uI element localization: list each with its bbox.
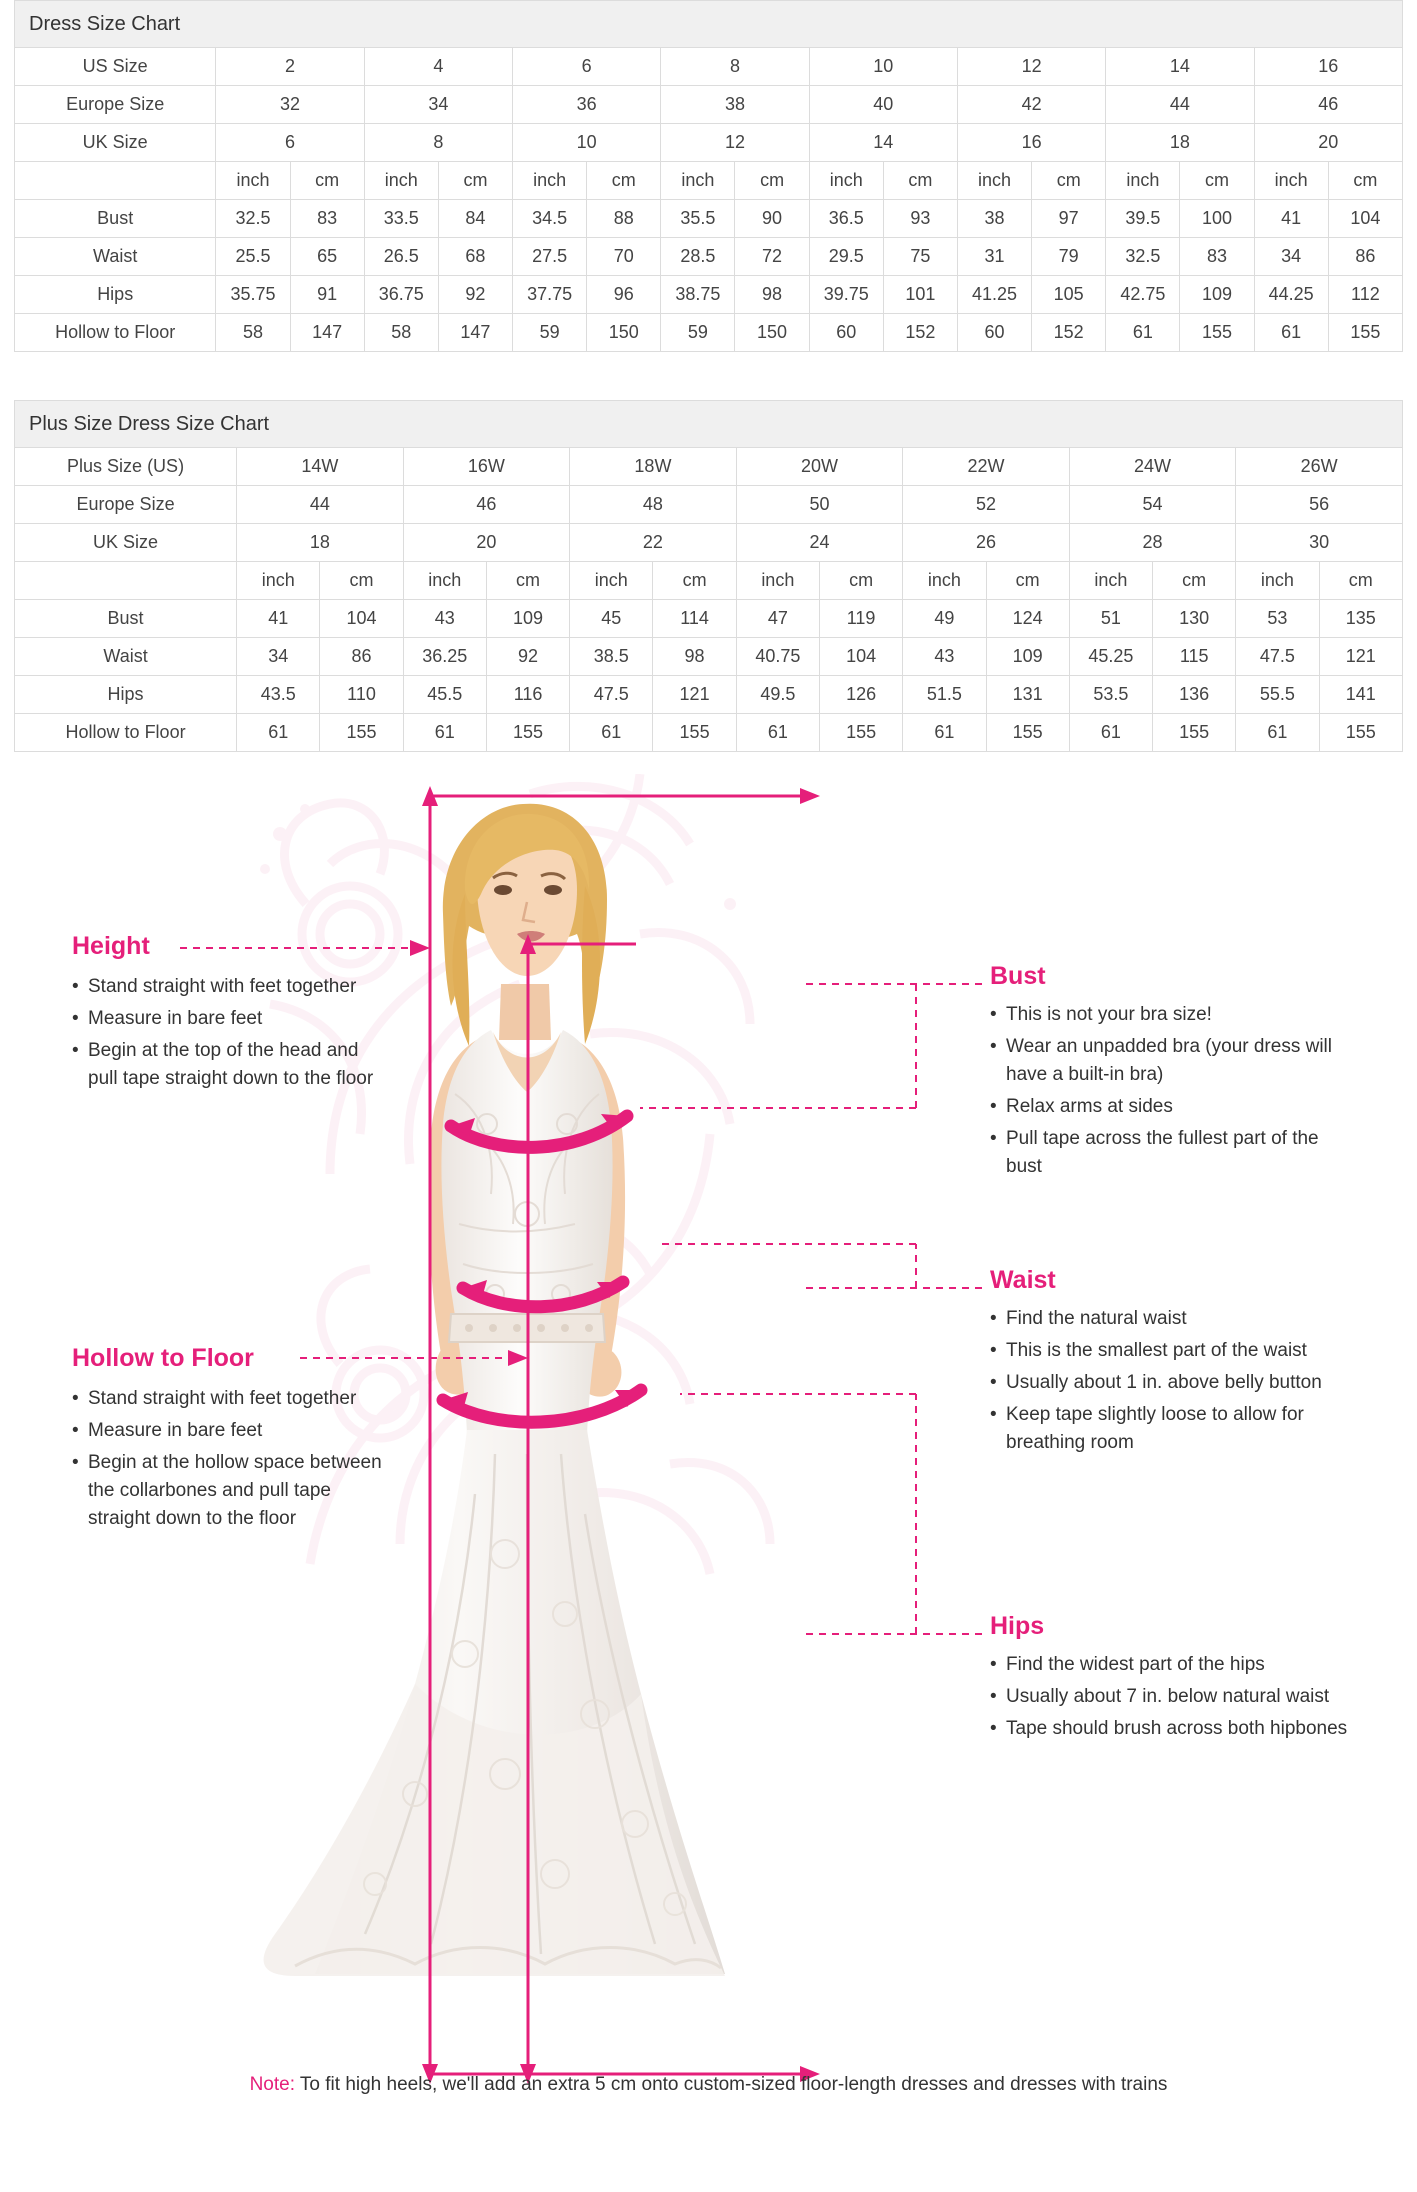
- callout-hollow-to-floor-list: [72, 1385, 392, 1533]
- table-row: [15, 714, 1403, 752]
- cell: 43: [903, 638, 986, 676]
- table-row: [15, 676, 1403, 714]
- cell: 155: [1180, 314, 1254, 352]
- row-label: Plus Size (US): [15, 448, 237, 486]
- cell: 86: [320, 638, 403, 676]
- table-row: [15, 48, 1403, 86]
- unit-cell: inch: [903, 562, 986, 600]
- cell: 115: [1153, 638, 1236, 676]
- cell: 37.75: [513, 276, 587, 314]
- cell: 36.25: [403, 638, 486, 676]
- cell: 54: [1069, 486, 1236, 524]
- section-spacer: [0, 752, 1417, 774]
- cell: 124: [986, 600, 1069, 638]
- cell: 28.5: [661, 238, 735, 276]
- cell: 61: [736, 714, 819, 752]
- unit-cell: cm: [1032, 162, 1106, 200]
- cell: 92: [438, 276, 512, 314]
- cell: 59: [661, 314, 735, 352]
- cell: 68: [438, 238, 512, 276]
- callout-height-title: Height: [72, 932, 150, 960]
- row-label: Hips: [15, 676, 237, 714]
- cell: 150: [587, 314, 661, 352]
- cell: 14: [1106, 48, 1254, 86]
- cell: 34.5: [513, 200, 587, 238]
- cell: 16W: [403, 448, 570, 486]
- unit-cell: inch: [364, 162, 438, 200]
- cell: 39.75: [809, 276, 883, 314]
- unit-cell: cm: [735, 162, 809, 200]
- row-label: UK Size: [15, 124, 216, 162]
- cell: 61: [1069, 714, 1152, 752]
- cell: 44.25: [1254, 276, 1328, 314]
- cell: 141: [1319, 676, 1402, 714]
- cell: 29.5: [809, 238, 883, 276]
- cell: 98: [735, 276, 809, 314]
- unit-cell: cm: [1328, 162, 1402, 200]
- unit-cell: cm: [986, 562, 1069, 600]
- unit-cell: inch: [1236, 562, 1319, 600]
- unit-cell: inch: [237, 562, 320, 600]
- cell: 96: [587, 276, 661, 314]
- cell: 35.75: [216, 276, 290, 314]
- cell: 31: [957, 238, 1031, 276]
- unit-cell: cm: [486, 562, 569, 600]
- row-label: Europe Size: [15, 486, 237, 524]
- cell: 45.5: [403, 676, 486, 714]
- cell: 36.5: [809, 200, 883, 238]
- cell: 32: [216, 86, 364, 124]
- callout-waist-title: Waist: [990, 1266, 1056, 1294]
- cell: 52: [903, 486, 1070, 524]
- list-item: • Stand straight with feet together: [72, 973, 392, 1001]
- table-row: [15, 200, 1403, 238]
- cell: 38.5: [570, 638, 653, 676]
- unit-cell: inch: [216, 162, 290, 200]
- cell: 26.5: [364, 238, 438, 276]
- cell: 34: [237, 638, 320, 676]
- unit-cell: inch: [809, 162, 883, 200]
- cell: 6: [513, 48, 661, 86]
- cell: 44: [1106, 86, 1254, 124]
- cell: 155: [1328, 314, 1402, 352]
- cell: 43: [403, 600, 486, 638]
- table-row: [15, 600, 1403, 638]
- list-item: • Tape should brush across both hipbones: [990, 1715, 1350, 1743]
- cell: 4: [364, 48, 512, 86]
- unit-cell: cm: [819, 562, 902, 600]
- cell: 152: [883, 314, 957, 352]
- row-label: Bust: [15, 600, 237, 638]
- cell: 61: [237, 714, 320, 752]
- unit-cell: inch: [1254, 162, 1328, 200]
- unit-cell: inch: [1069, 562, 1152, 600]
- cell: 41.25: [957, 276, 1031, 314]
- cell: 150: [735, 314, 809, 352]
- cell: 98: [653, 638, 736, 676]
- callout-hips-title: Hips: [990, 1612, 1045, 1640]
- cell: 38: [957, 200, 1031, 238]
- unit-cell: cm: [883, 162, 957, 200]
- cell: 47: [736, 600, 819, 638]
- list-item: • Wear an unpadded bra (your dress will have a built-in bra): [990, 1033, 1350, 1089]
- cell: 8: [364, 124, 512, 162]
- unit-cell: inch: [513, 162, 587, 200]
- cell: 97: [1032, 200, 1106, 238]
- cell: 50: [736, 486, 903, 524]
- cell: 26: [903, 524, 1070, 562]
- row-label: Europe Size: [15, 86, 216, 124]
- cell: 116: [486, 676, 569, 714]
- callout-bust-list: [990, 1001, 1350, 1181]
- cell: 61: [403, 714, 486, 752]
- cell: 109: [986, 638, 1069, 676]
- callout-hips-list: [990, 1651, 1350, 1743]
- cell: 79: [1032, 238, 1106, 276]
- footer-note: [0, 2074, 1417, 2096]
- unit-cell: inch: [736, 562, 819, 600]
- cell: 47.5: [570, 676, 653, 714]
- cell: 93: [883, 200, 957, 238]
- unit-cell: cm: [320, 562, 403, 600]
- cell: 49.5: [736, 676, 819, 714]
- row-label: [15, 562, 237, 600]
- cell: 104: [320, 600, 403, 638]
- cell: 60: [809, 314, 883, 352]
- list-item: • Stand straight with feet together: [72, 1385, 392, 1413]
- cell: 119: [819, 600, 902, 638]
- cell: 155: [986, 714, 1069, 752]
- cell: 86: [1328, 238, 1402, 276]
- table-row: [15, 276, 1403, 314]
- cell: 61: [1236, 714, 1319, 752]
- callout-height-list: [72, 973, 392, 1093]
- cell: 34: [364, 86, 512, 124]
- cell: 61: [1106, 314, 1180, 352]
- cell: 59: [513, 314, 587, 352]
- table-row: [15, 638, 1403, 676]
- cell: 61: [903, 714, 986, 752]
- cell: 130: [1153, 600, 1236, 638]
- row-label: [15, 162, 216, 200]
- callout-hollow-to-floor-title: Hollow to Floor: [72, 1344, 254, 1372]
- cell: 20W: [736, 448, 903, 486]
- cell: 42.75: [1106, 276, 1180, 314]
- list-item: • Find the widest part of the hips: [990, 1651, 1350, 1679]
- cell: 155: [486, 714, 569, 752]
- callout-height: [72, 932, 392, 1097]
- cell: 41: [1254, 200, 1328, 238]
- cell: 47.5: [1236, 638, 1319, 676]
- cell: 90: [735, 200, 809, 238]
- section-spacer: [0, 352, 1417, 400]
- cell: 92: [486, 638, 569, 676]
- list-item: • Usually about 1 in. above belly button: [990, 1369, 1350, 1397]
- row-label: Bust: [15, 200, 216, 238]
- table-row-units: [15, 162, 1403, 200]
- cell: 114: [653, 600, 736, 638]
- unit-cell: cm: [290, 162, 364, 200]
- cell: 147: [438, 314, 512, 352]
- callout-bust: [990, 962, 1350, 1185]
- cell: 48: [570, 486, 737, 524]
- list-item: • Relax arms at sides: [990, 1093, 1350, 1121]
- unit-cell: cm: [1180, 162, 1254, 200]
- cell: 26W: [1236, 448, 1403, 486]
- table-row: [15, 314, 1403, 352]
- note-label: Note:: [249, 2074, 295, 2095]
- cell: 35.5: [661, 200, 735, 238]
- cell: 126: [819, 676, 902, 714]
- dress-size-chart-title: Dress Size Chart: [14, 0, 1403, 47]
- unit-cell: cm: [1319, 562, 1402, 600]
- row-label: Hollow to Floor: [15, 314, 216, 352]
- cell: 155: [1319, 714, 1402, 752]
- cell: 14: [809, 124, 957, 162]
- cell: 61: [1254, 314, 1328, 352]
- cell: 58: [216, 314, 290, 352]
- cell: 136: [1153, 676, 1236, 714]
- callout-bust-title: Bust: [990, 962, 1046, 990]
- unit-cell: inch: [570, 562, 653, 600]
- cell: 42: [957, 86, 1105, 124]
- list-item: • Measure in bare feet: [72, 1005, 392, 1033]
- cell: 10: [809, 48, 957, 86]
- cell: 55.5: [1236, 676, 1319, 714]
- note-text: To fit high heels, we'll add an extra 5 cm onto custom-sized floor-length dresses and dresses with trains: [294, 2074, 1168, 2095]
- cell: 18: [1106, 124, 1254, 162]
- cell: 155: [1153, 714, 1236, 752]
- cell: 104: [1328, 200, 1402, 238]
- cell: 70: [587, 238, 661, 276]
- cell: 40: [809, 86, 957, 124]
- unit-cell: inch: [1106, 162, 1180, 200]
- cell: 27.5: [513, 238, 587, 276]
- unit-cell: inch: [661, 162, 735, 200]
- cell: 30: [1236, 524, 1403, 562]
- row-label: Hollow to Floor: [15, 714, 237, 752]
- cell: 101: [883, 276, 957, 314]
- list-item: • Keep tape slightly loose to allow for breathing room: [990, 1401, 1350, 1457]
- cell: 45: [570, 600, 653, 638]
- cell: 152: [1032, 314, 1106, 352]
- cell: 38.75: [661, 276, 735, 314]
- cell: 25.5: [216, 238, 290, 276]
- cell: 105: [1032, 276, 1106, 314]
- cell: 12: [957, 48, 1105, 86]
- unit-cell: cm: [653, 562, 736, 600]
- cell: 61: [570, 714, 653, 752]
- plus-size-chart-block: [14, 400, 1403, 752]
- cell: 36: [513, 86, 661, 124]
- cell: 75: [883, 238, 957, 276]
- cell: 83: [290, 200, 364, 238]
- cell: 110: [320, 676, 403, 714]
- cell: 41: [237, 600, 320, 638]
- cell: 20: [1254, 124, 1402, 162]
- cell: 24W: [1069, 448, 1236, 486]
- cell: 155: [653, 714, 736, 752]
- table-row-units: [15, 562, 1403, 600]
- cell: 49: [903, 600, 986, 638]
- cell: 18W: [570, 448, 737, 486]
- plus-size-chart-title: Plus Size Dress Size Chart: [14, 400, 1403, 447]
- cell: 84: [438, 200, 512, 238]
- cell: 121: [1319, 638, 1402, 676]
- cell: 38: [661, 86, 809, 124]
- list-item: • Pull tape across the fullest part of the bust: [990, 1125, 1350, 1181]
- list-item: • Usually about 7 in. below natural waist: [990, 1683, 1350, 1711]
- plus-size-chart-table: [14, 447, 1403, 752]
- cell: 40.75: [736, 638, 819, 676]
- cell: 112: [1328, 276, 1402, 314]
- cell: 109: [1180, 276, 1254, 314]
- cell: 121: [653, 676, 736, 714]
- cell: 56: [1236, 486, 1403, 524]
- unit-cell: cm: [1153, 562, 1236, 600]
- cell: 60: [957, 314, 1031, 352]
- dress-size-chart-table: [14, 47, 1403, 352]
- cell: 72: [735, 238, 809, 276]
- row-label: US Size: [15, 48, 216, 86]
- callout-waist-list: [990, 1305, 1350, 1457]
- table-row: [15, 86, 1403, 124]
- cell: 10: [513, 124, 661, 162]
- cell: 44: [237, 486, 404, 524]
- cell: 16: [957, 124, 1105, 162]
- cell: 46: [1254, 86, 1402, 124]
- cell: 155: [819, 714, 902, 752]
- cell: 28: [1069, 524, 1236, 562]
- callout-waist: [990, 1266, 1350, 1461]
- measurement-illustration: [0, 774, 1417, 2114]
- cell: 18: [237, 524, 404, 562]
- cell: 22: [570, 524, 737, 562]
- table-row: [15, 448, 1403, 486]
- cell: 14W: [237, 448, 404, 486]
- list-item: • Begin at the top of the head and pull tape straight down to the floor: [72, 1037, 392, 1093]
- cell: 34: [1254, 238, 1328, 276]
- cell: 91: [290, 276, 364, 314]
- cell: 147: [290, 314, 364, 352]
- cell: 32.5: [1106, 238, 1180, 276]
- cell: 53: [1236, 600, 1319, 638]
- unit-cell: inch: [957, 162, 1031, 200]
- cell: 45.25: [1069, 638, 1152, 676]
- cell: 12: [661, 124, 809, 162]
- list-item: • Measure in bare feet: [72, 1417, 392, 1445]
- cell: 8: [661, 48, 809, 86]
- unit-cell: cm: [438, 162, 512, 200]
- unit-cell: cm: [587, 162, 661, 200]
- row-label: UK Size: [15, 524, 237, 562]
- cell: 16: [1254, 48, 1402, 86]
- table-row: [15, 124, 1403, 162]
- cell: 6: [216, 124, 364, 162]
- cell: 39.5: [1106, 200, 1180, 238]
- cell: 100: [1180, 200, 1254, 238]
- cell: 53.5: [1069, 676, 1152, 714]
- cell: 109: [486, 600, 569, 638]
- dress-size-chart-block: [14, 0, 1403, 352]
- cell: 46: [403, 486, 570, 524]
- cell: 104: [819, 638, 902, 676]
- callout-hips: [990, 1612, 1350, 1747]
- cell: 43.5: [237, 676, 320, 714]
- list-item: • Begin at the hollow space between the collarbones and pull tape straight down to the floor: [72, 1449, 392, 1533]
- table-row: [15, 238, 1403, 276]
- cell: 24: [736, 524, 903, 562]
- cell: 32.5: [216, 200, 290, 238]
- cell: 51.5: [903, 676, 986, 714]
- cell: 88: [587, 200, 661, 238]
- row-label: Hips: [15, 276, 216, 314]
- list-item: • This is the smallest part of the waist: [990, 1337, 1350, 1365]
- cell: 51: [1069, 600, 1152, 638]
- cell: 33.5: [364, 200, 438, 238]
- cell: 2: [216, 48, 364, 86]
- cell: 155: [320, 714, 403, 752]
- cell: 135: [1319, 600, 1402, 638]
- cell: 22W: [903, 448, 1070, 486]
- cell: 58: [364, 314, 438, 352]
- unit-cell: inch: [403, 562, 486, 600]
- table-row: [15, 524, 1403, 562]
- cell: 20: [403, 524, 570, 562]
- callout-hollow-to-floor: [72, 1344, 392, 1537]
- cell: 36.75: [364, 276, 438, 314]
- table-row: [15, 486, 1403, 524]
- cell: 65: [290, 238, 364, 276]
- row-label: Waist: [15, 638, 237, 676]
- list-item: • This is not your bra size!: [990, 1001, 1350, 1029]
- row-label: Waist: [15, 238, 216, 276]
- list-item: • Find the natural waist: [990, 1305, 1350, 1333]
- cell: 131: [986, 676, 1069, 714]
- cell: 83: [1180, 238, 1254, 276]
